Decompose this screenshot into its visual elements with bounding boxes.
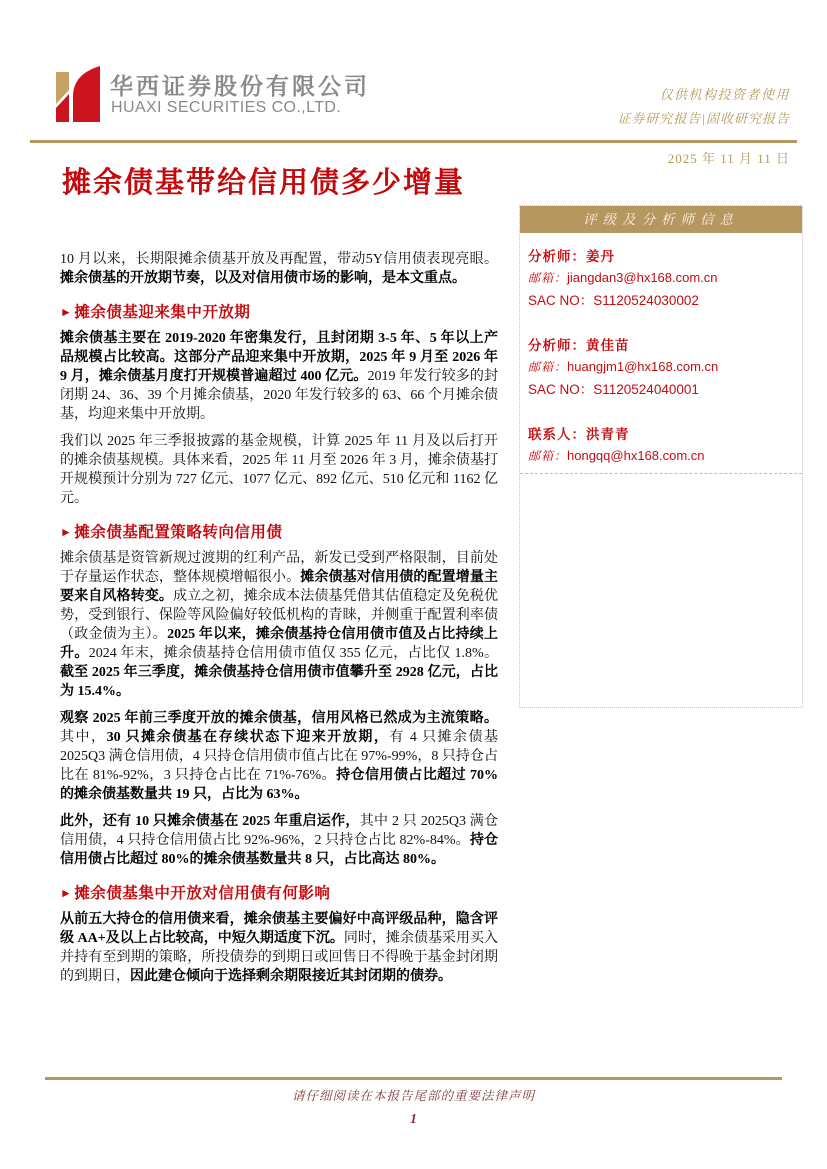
body-text-bold: 观察 2025 年前三季度开放的摊余债基，信用风格已然成为主流策略。 xyxy=(60,711,498,726)
body-paragraph xyxy=(60,709,498,804)
section-heading xyxy=(60,881,498,903)
body-text: 2024 年末，摊余债基持仓信用债市值仅 355 亿元，占比仅 1.8%。 xyxy=(88,646,498,661)
email-label: 邮箱： xyxy=(528,360,568,374)
email-value: huangjm1@hx168.com.cn xyxy=(567,359,719,374)
body-text-bold: 截至 2025 年三季度，摊余债基持仓信用债市值攀升至 2928 亿元，占比为 15.4%。 xyxy=(60,665,498,699)
body-paragraph xyxy=(60,250,498,288)
email-value: jiangdan3@hx168.com.cn xyxy=(567,270,718,285)
body-text-bold: 摊余债基的开放期节奏，以及对信用债市场的影响，是本文重点。 xyxy=(60,271,466,286)
triangle-marker-icon: ► xyxy=(60,886,73,900)
body-text: 10 月以来，长期限摊余债基开放及再配置，带动5Y信用债表现亮眼。 xyxy=(60,252,498,267)
analyst-email xyxy=(528,269,792,286)
body-text: 摊余债基是资管新规过渡期的红利产品，新发已受到严格限制，目前处于存量运作状态，整体规模增幅很小。 xyxy=(60,551,498,585)
body-text-bold: 2025 年以来，摊余债基持仓信用债市值及占比持续上升。 xyxy=(60,627,499,661)
legal-disclaimer: 请仔细阅读在本报告尾部的重要法律声明 xyxy=(291,1089,535,1103)
body-text-bold: 此外，还有 10 只摊余债基在 2025 年重启运作， xyxy=(60,814,360,829)
body-text-bold: 持仓信用债占比超过 70%的摊余债基数量共 19 只，占比为 63%。 xyxy=(60,768,498,802)
body-paragraph xyxy=(60,549,498,701)
analyst-entry xyxy=(528,423,792,464)
triangle-marker-icon: ► xyxy=(60,305,73,319)
analyst-entry xyxy=(528,334,792,398)
section-heading xyxy=(60,520,498,542)
analyst-entry xyxy=(528,245,792,309)
body-text-bold: 因此建仓倾向于选择剩余期限接近其封闭期的债券。 xyxy=(130,969,452,984)
article xyxy=(60,250,498,994)
body-text: 成立之初，摊余成本法债基凭借其估值稳定及免税优势，受到银行、保险等风险偏好较低机构的青睐，并侧重于配置利率债（政金债为主）。 xyxy=(60,589,499,642)
section-heading-text: 摊余债基配置策略转向信用债 xyxy=(74,524,283,541)
report-date: 2025 年 11 月 11 日 xyxy=(667,151,790,166)
analyst-sac-no: SAC NO：S1120524030002 xyxy=(528,293,699,308)
section-heading xyxy=(60,300,498,322)
analyst-list xyxy=(520,233,802,464)
body-paragraph xyxy=(60,432,498,508)
analyst-name: 分析师：姜丹 xyxy=(528,249,615,264)
body-text: 同时，摊余债基采用买入并持有至到期的策略，所投债券的到期日或回售日不得晚于基金封闭期的到期日， xyxy=(60,931,499,984)
investor-notice: 仅供机构投资者使用 xyxy=(659,87,790,102)
section-heading-text: 摊余债基集中开放对信用债有何影响 xyxy=(74,885,331,902)
huaxi-logo-icon xyxy=(56,66,104,122)
body-paragraph xyxy=(60,812,498,869)
body-text: 我们以 2025 年三季报披露的基金规模，计算 2025 年 11 月及以后打开的摊余债基规模。具体来看，2025 年 11 月至 2026 年 3 月，摊余债基打开规模预计分别为 727 亿元、1077 亿元、892 亿元、510 亿元和 1162 亿元。 xyxy=(60,434,498,506)
body-text: 有 4 只摊余债基 2025Q3 满仓信用债，4 只持仓信用债市值占比在 97%-99%，8 只持仓占比在 81%-92%，3 只持仓占比在 71%-76%。 xyxy=(60,730,499,783)
email-value: hongqq@hx168.com.cn xyxy=(567,448,705,463)
body-text-bold: 从前五大持仓的信用债来看，摊余债基主要偏好中高评级品种，隐含评级 AA+及以上占比较高，中短久期适度下沉。 xyxy=(60,912,498,946)
email-label: 邮箱： xyxy=(528,271,568,285)
sidebar-divider xyxy=(520,473,802,474)
body-text: 其中， xyxy=(60,730,107,745)
body-text-bold: 摊余债基主要在 2019-2020 年密集发行，且封闭期 3-5 年、5 年以上产品规模占比较高。这部分产品迎来集中开放期，2025 年 9 月至 2026 年 9 月，摊余债基月度打开规模普遍超过 400 亿元。 xyxy=(60,331,498,384)
body-text-bold: 摊余债基对信用债的配置增量主要来自风格转变。 xyxy=(60,570,498,604)
report-title: 摊余债基带给信用债多少增量 xyxy=(62,167,466,199)
header-divider xyxy=(30,140,797,143)
company-name-en: HUAXI SECURITIES CO.,LTD. xyxy=(111,99,342,116)
page-number: 1 xyxy=(410,1112,417,1127)
analyst-info-box xyxy=(519,205,803,708)
body-text-bold: 持仓信用债占比超过 80%的摊余债基数量共 8 只，占比高达 80%。 xyxy=(60,833,498,867)
triangle-marker-icon: ► xyxy=(60,525,73,539)
company-name-cn: 华西证券股份有限公司 xyxy=(110,74,370,99)
email-label: 邮箱： xyxy=(528,449,568,463)
footer-divider xyxy=(45,1077,782,1080)
analyst-name: 联系人：洪青青 xyxy=(528,427,630,442)
analyst-sac-no: SAC NO：S1120524040001 xyxy=(528,382,699,397)
body-text-bold: 30 只摊余债基在存续状态下迎来开放期， xyxy=(106,730,390,745)
section-heading-text: 摊余债基迎来集中开放期 xyxy=(74,304,251,321)
body-text: 2019 年发行较多的封闭期 24、36、39 个月摊余债基，2020 年发行较多的 63、66 个月摊余债基，均迎来集中开放期。 xyxy=(60,369,499,422)
analyst-name: 分析师：黄佳苗 xyxy=(528,338,630,353)
body-text: 其中 2 只 2025Q3 满仓信用债，4 只持仓信用债占比 92%-96%，2 只持仓占比 82%-84%。 xyxy=(60,814,498,848)
report-type: 证券研究报告|固收研究报告 xyxy=(617,111,790,126)
body-paragraph xyxy=(60,910,498,986)
analyst-info-box-title: 评级及分析师信息 xyxy=(520,206,802,233)
analyst-email xyxy=(528,358,792,375)
body-paragraph xyxy=(60,329,498,424)
analyst-email xyxy=(528,447,792,464)
